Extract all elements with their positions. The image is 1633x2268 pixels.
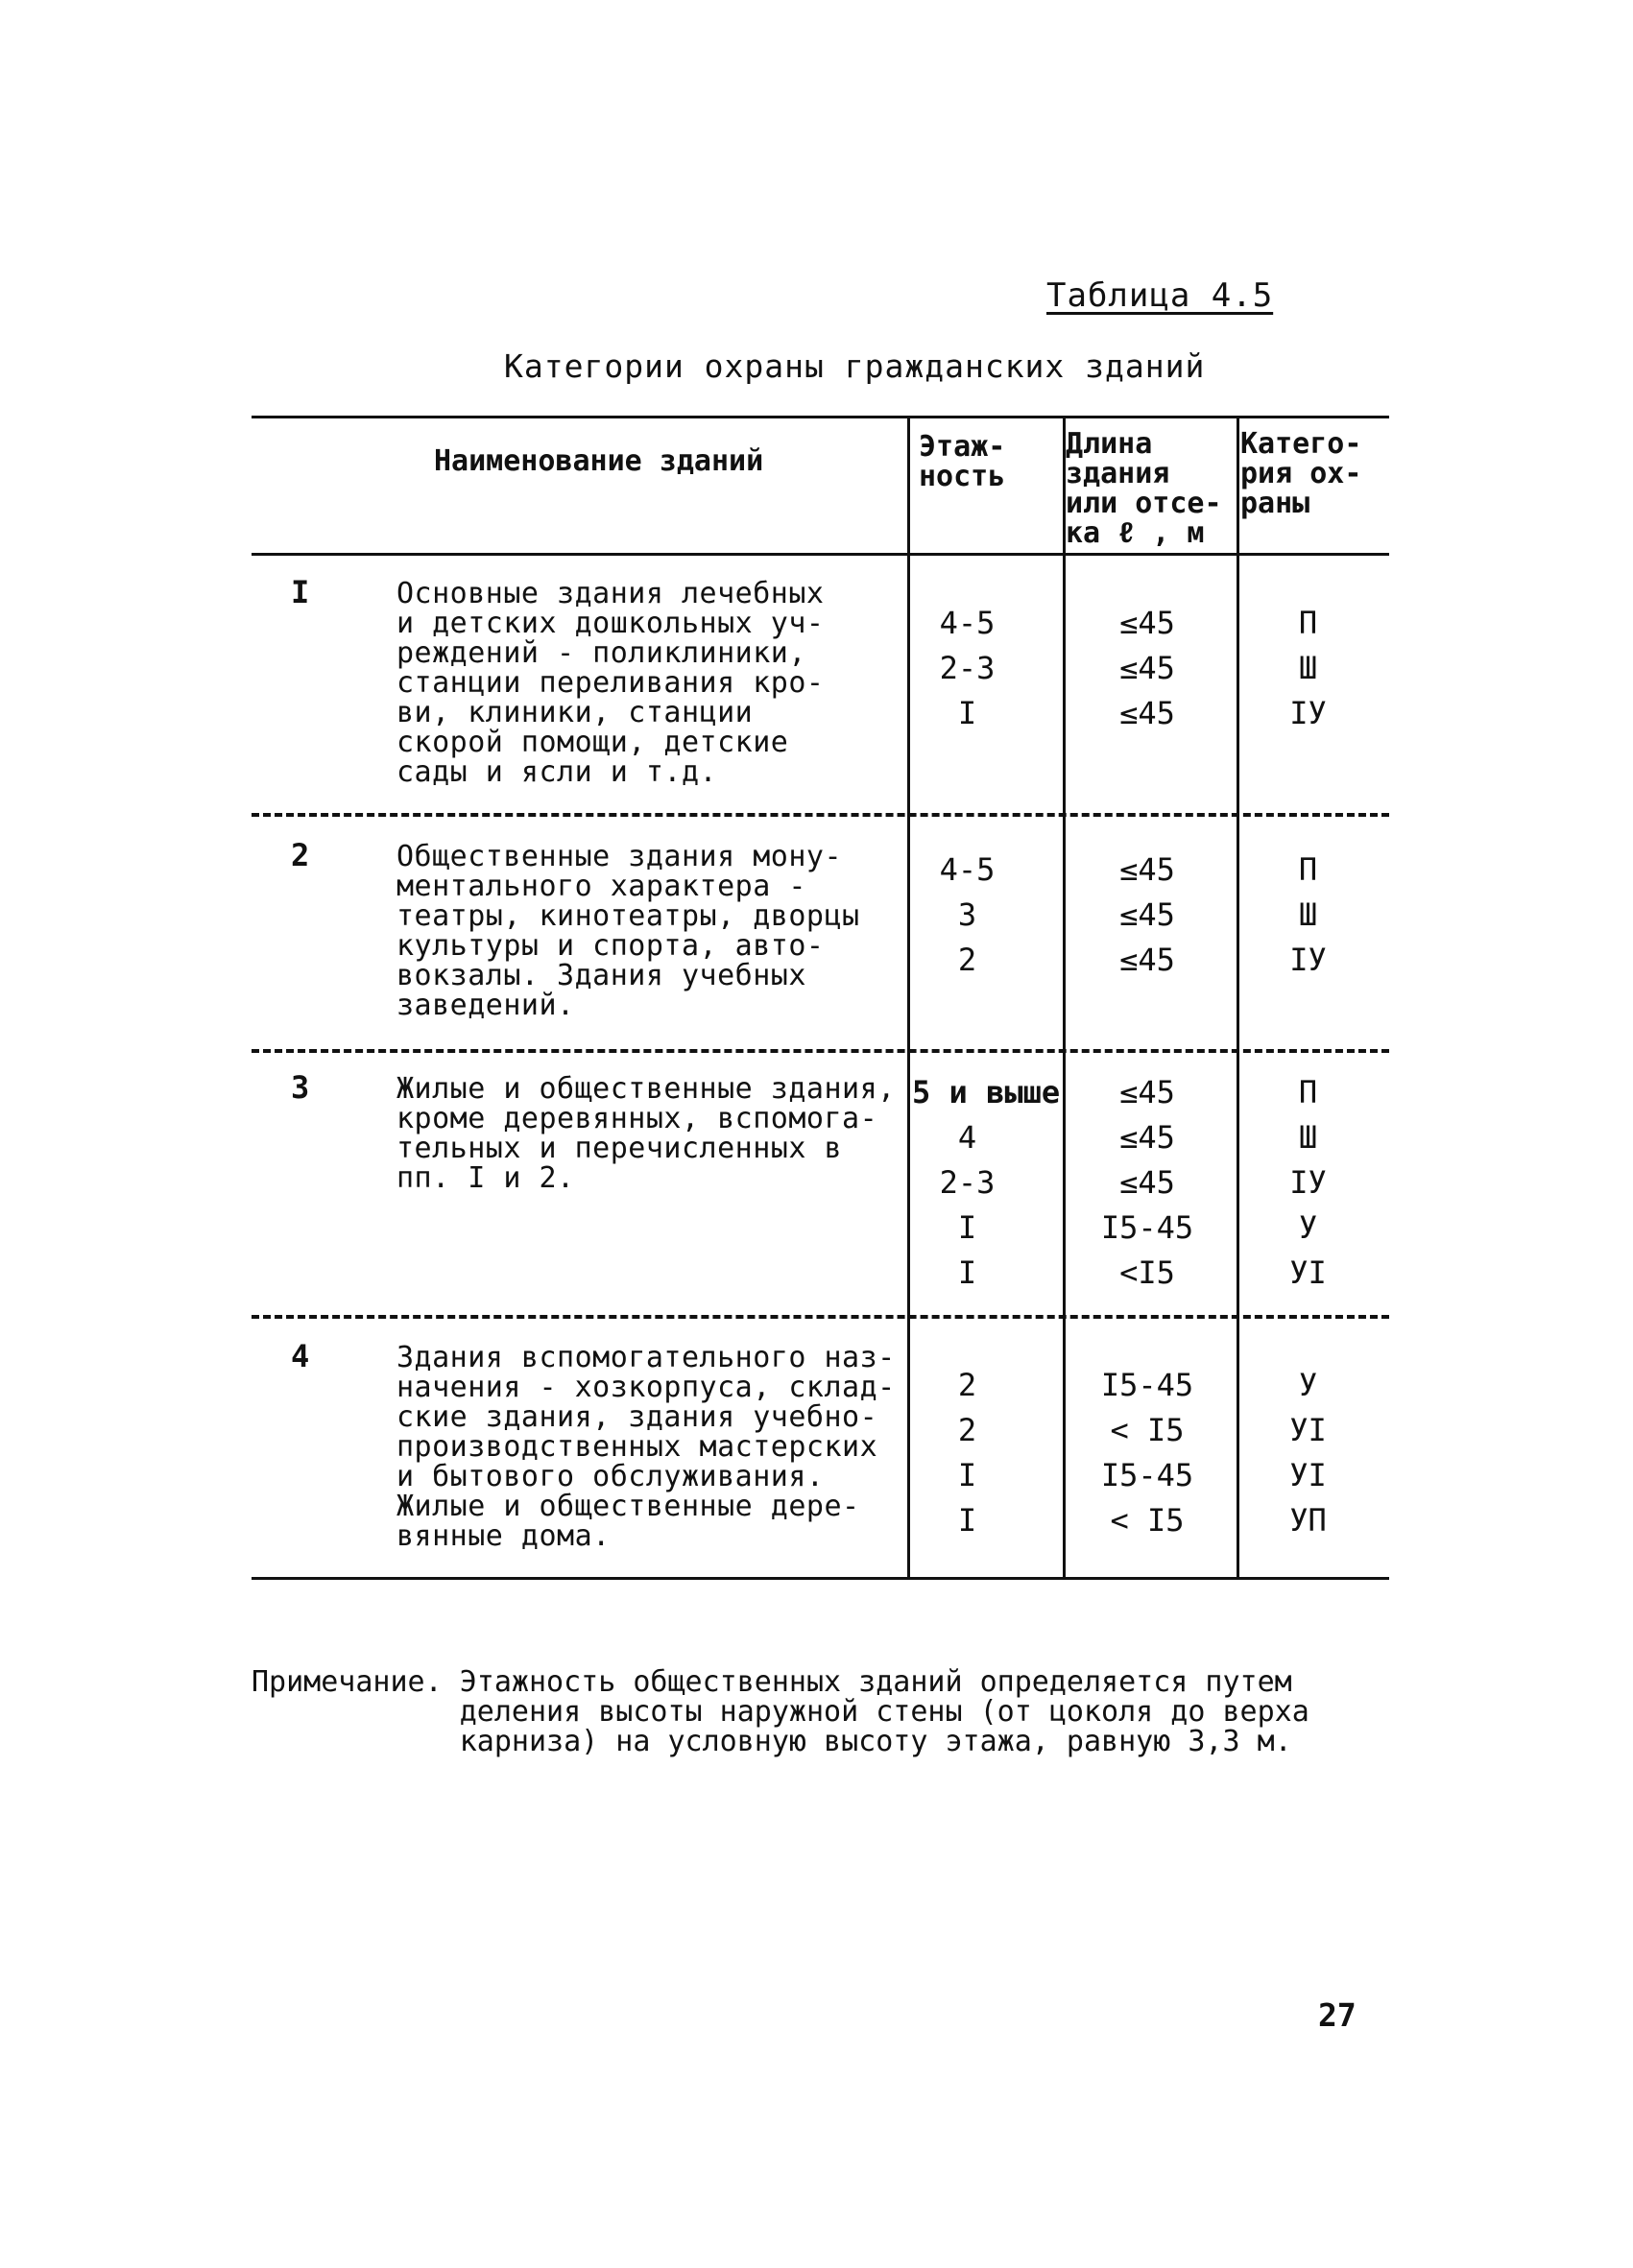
- category-value: Ш: [1298, 896, 1318, 933]
- length-value: ≤45: [1119, 942, 1175, 978]
- category-value: IУ: [1289, 695, 1327, 731]
- row-number: 2: [291, 837, 310, 873]
- length-value: ≤45: [1119, 851, 1175, 888]
- category-value: УI: [1289, 1254, 1327, 1291]
- length-value: ≤45: [1119, 1119, 1175, 1156]
- length-value: <I5: [1119, 1254, 1175, 1291]
- category-value: У: [1298, 1367, 1318, 1403]
- length-value: I5-45: [1100, 1367, 1194, 1403]
- category-value: УI: [1289, 1412, 1327, 1448]
- row-number: 4: [291, 1338, 310, 1374]
- length-value: ≤45: [1119, 695, 1175, 731]
- category-value: Ш: [1298, 650, 1318, 686]
- floors-value: 2-3: [939, 650, 996, 686]
- floors-value: 2: [957, 1412, 977, 1448]
- row-building-name: Основные здания лечебных и детских дошкольных уч- реждений - поликлиники, станции переливания кро- ви, клиники, станции скорой помощи, детские сады и ясли и т.д.: [396, 577, 825, 789]
- floors-value: 3: [957, 896, 977, 933]
- category-value: У: [1298, 1209, 1318, 1246]
- length-value: ≤45: [1119, 1164, 1175, 1201]
- header-category: Катего- рия ох- раны: [1240, 427, 1362, 520]
- floors-value: I: [957, 1254, 977, 1291]
- row-number: 3: [291, 1069, 310, 1106]
- floors-value: 4-5: [939, 605, 996, 641]
- row-separator-2: [252, 1049, 1389, 1053]
- category-value: П: [1298, 1074, 1318, 1110]
- floors-value: 5 и выше: [912, 1074, 1061, 1110]
- length-value: I5-45: [1100, 1457, 1194, 1493]
- row-building-name: Общественные здания мону- ментального характера - театры, кинотеатры, дворцы культуры и спорта, авто- вокзалы. Здания учебных заведений.: [396, 840, 860, 1022]
- floors-value: 2: [957, 1367, 977, 1403]
- floors-value: I: [957, 1457, 977, 1493]
- floors-value: 4-5: [939, 851, 996, 888]
- table-top-rule: [252, 416, 1389, 418]
- length-value: I5-45: [1100, 1209, 1194, 1246]
- row-building-name: Здания вспомогательного наз- начения - хозкорпуса, склад- ские здания, здания учебно- производственных мастерских и бытового обслуживания. Жилые и общественные дере- вянные дома.: [396, 1341, 896, 1553]
- length-value: ≤45: [1119, 650, 1175, 686]
- category-value: УП: [1289, 1502, 1327, 1539]
- table-title: Категории охраны гражданских зданий: [504, 347, 1206, 385]
- floors-value: 2-3: [939, 1164, 996, 1201]
- floors-value: I: [957, 1502, 977, 1539]
- row-number: I: [291, 574, 310, 610]
- category-value: УI: [1289, 1457, 1327, 1493]
- category-value: IУ: [1289, 942, 1327, 978]
- header-floors: Этаж- ность: [919, 430, 1006, 493]
- length-value: ≤45: [1119, 1074, 1175, 1110]
- header-name: Наименование зданий: [434, 444, 764, 478]
- row-building-name: Жилые и общественные здания, кроме деревянных, вспомога- тельных и перечисленных в пп. I и 2.: [396, 1072, 896, 1195]
- category-value: Ш: [1298, 1119, 1318, 1156]
- floors-value: 2: [957, 942, 977, 978]
- column-divider-1: [907, 416, 910, 1580]
- length-value: < I5: [1110, 1502, 1185, 1539]
- page-number: 27: [1318, 1996, 1357, 2034]
- table-label: Таблица 4.5: [1046, 276, 1274, 315]
- floors-value: 4: [957, 1119, 977, 1156]
- length-value: ≤45: [1119, 605, 1175, 641]
- length-value: ≤45: [1119, 896, 1175, 933]
- floors-value: I: [957, 695, 977, 731]
- header-length: Длина здания или отсе- ка ℓ , м: [1066, 427, 1222, 550]
- category-value: П: [1298, 605, 1318, 641]
- row-separator-1: [252, 813, 1389, 817]
- table-note: Примечание. Этажность общественных зданий определяется путем деления высоты наружной стены (от цоколя до верха карниза) на условную высоту этажа, равную 3,3 м.: [252, 1665, 1309, 1758]
- row-separator-3: [252, 1315, 1389, 1319]
- header-bottom-rule: [252, 553, 1389, 556]
- floors-value: I: [957, 1209, 977, 1246]
- table-bottom-rule: [252, 1577, 1389, 1580]
- category-value: П: [1298, 851, 1318, 888]
- category-value: IУ: [1289, 1164, 1327, 1201]
- length-value: < I5: [1110, 1412, 1185, 1448]
